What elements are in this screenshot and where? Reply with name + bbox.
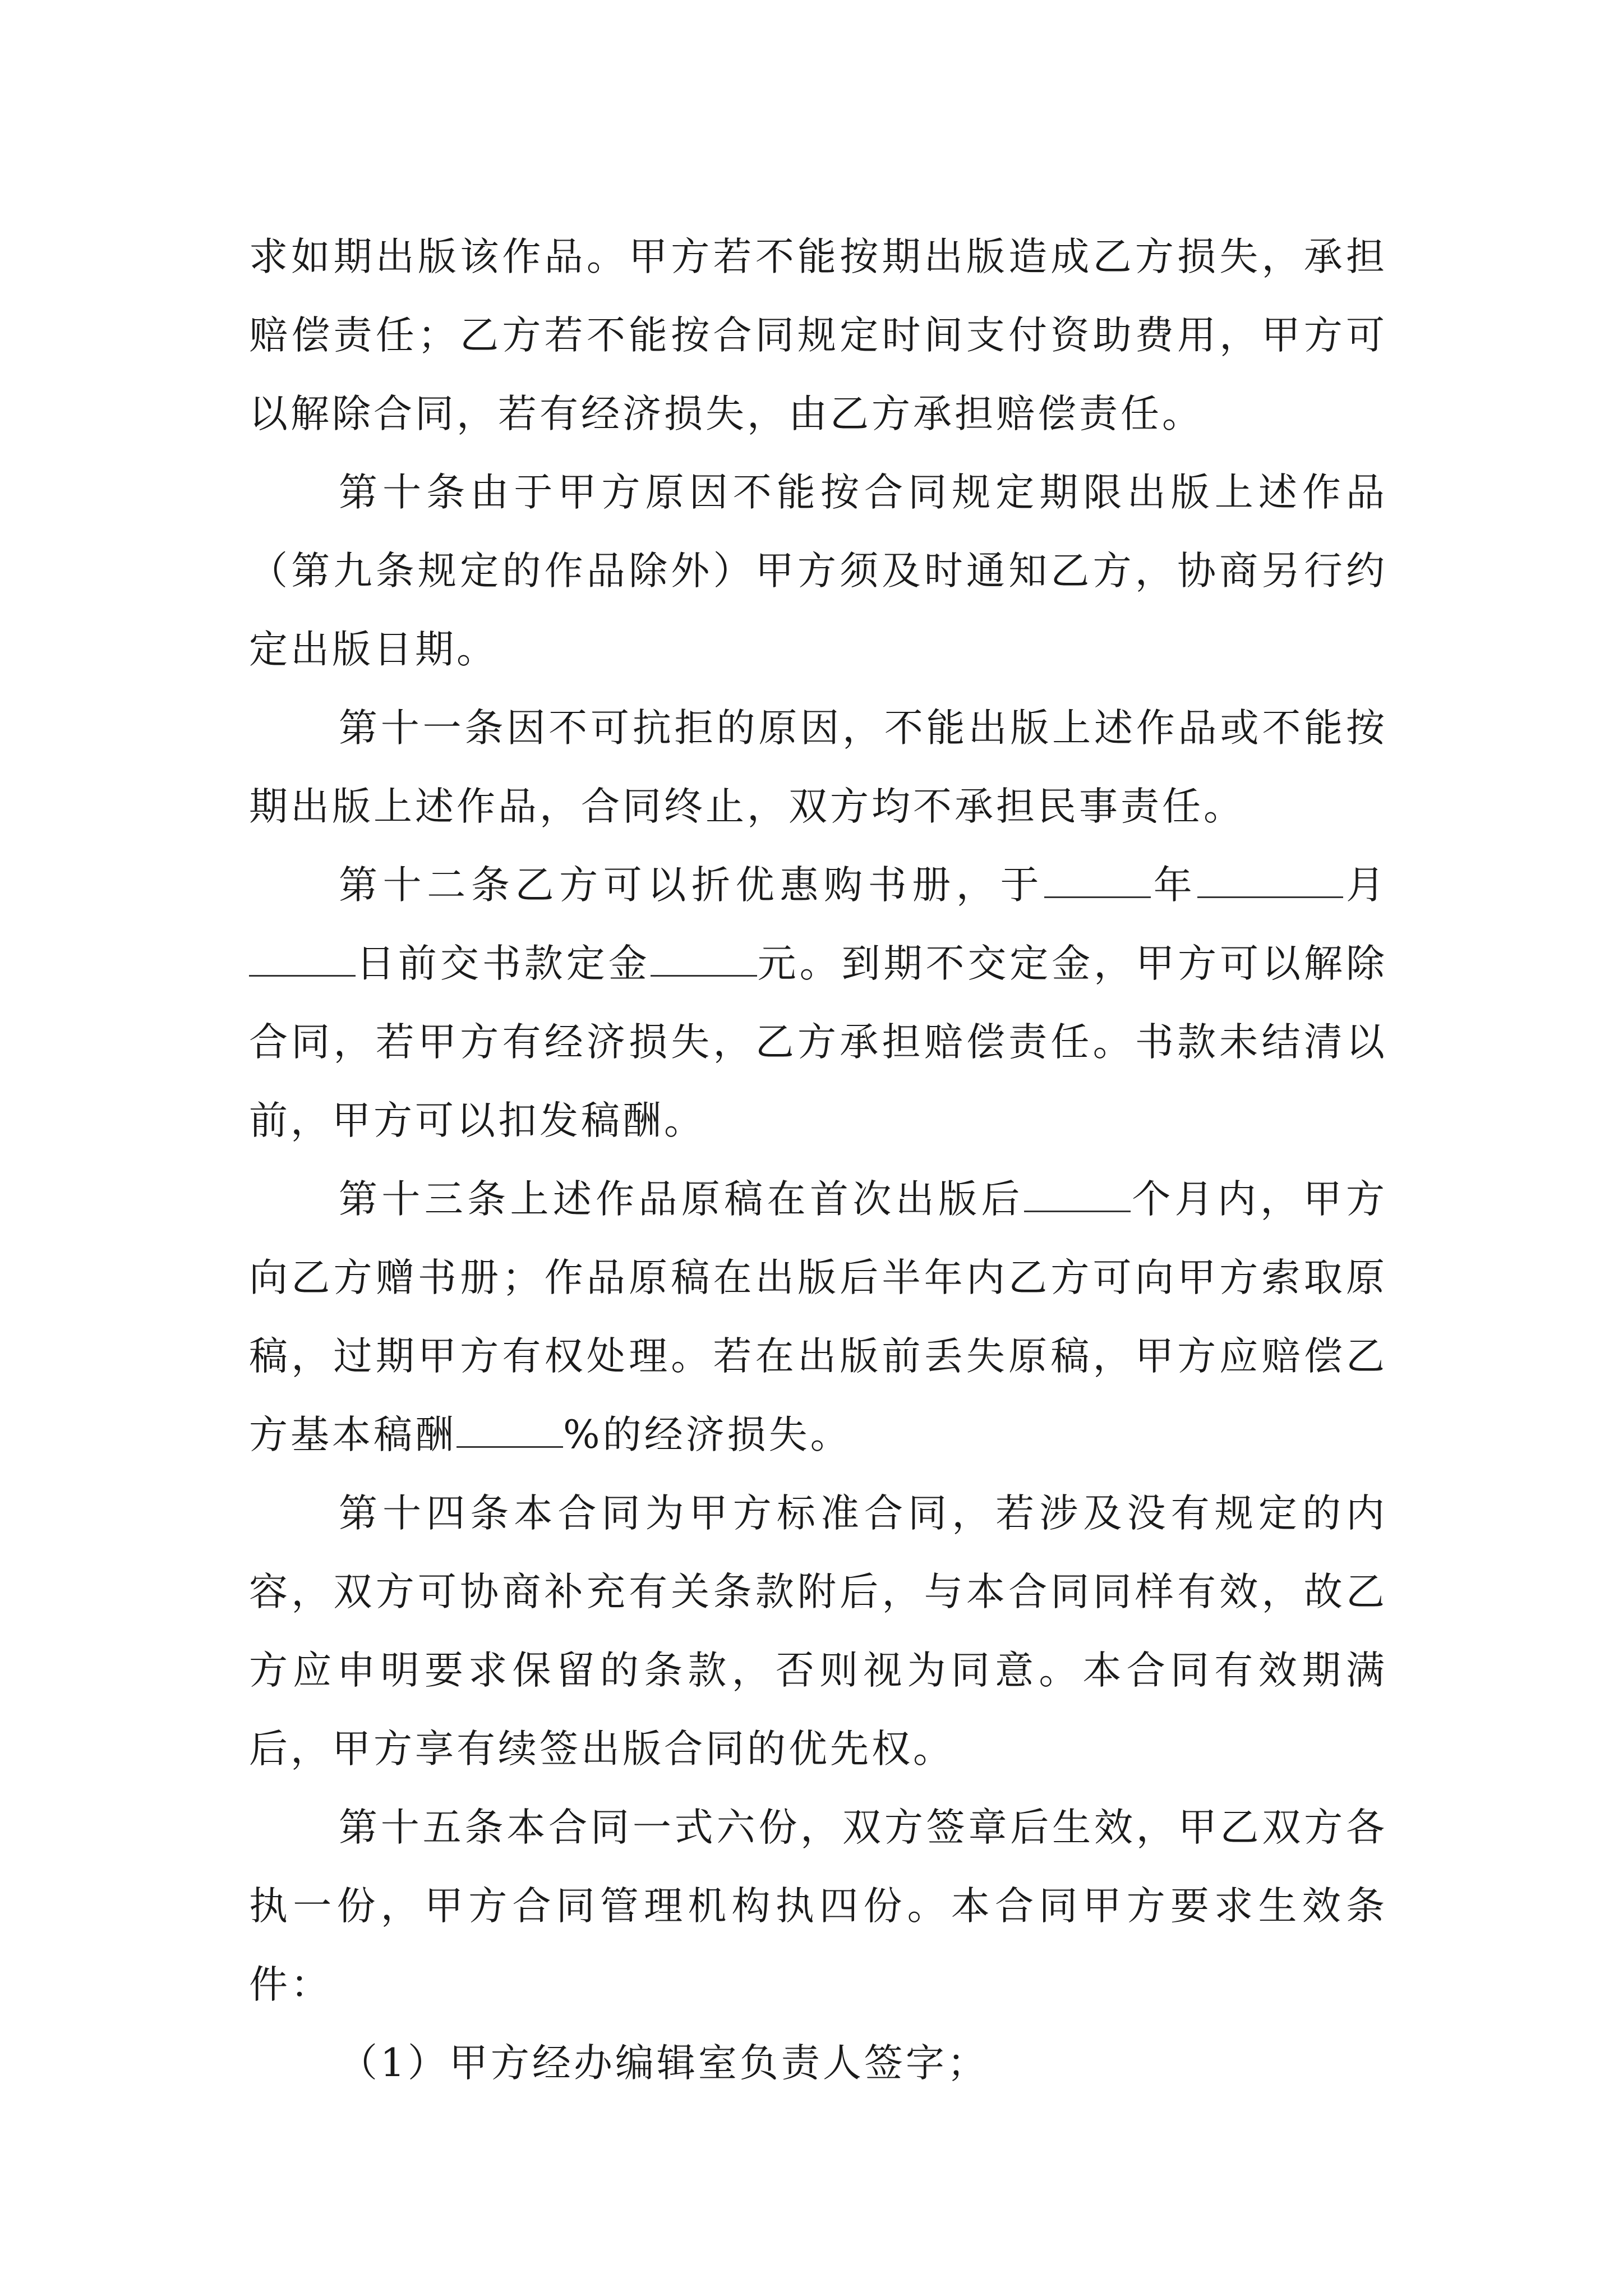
blank-year xyxy=(1044,864,1151,898)
article-12-text-3: 月 xyxy=(1343,863,1388,908)
article-13-text-3: %的经济损失。 xyxy=(563,1412,852,1457)
article-12-text-4: 日前交书款定金 xyxy=(356,941,651,986)
article-13-text-1: 第十三条上述作品原稿在首次出版后 xyxy=(339,1177,1024,1222)
article-12-text-1: 第十二条乙方可以折优惠购书册，于 xyxy=(339,863,1045,908)
paragraph-article-10: 第十条由于甲方原因不能按合同规定期限出版上述作品（第九条规定的作品除外）甲方须及时通知乙方，协商另行约定出版日期。 xyxy=(249,470,1387,672)
paragraph-article-12 xyxy=(249,846,1387,1160)
paragraph-item-1: （1）甲方经办编辑室负责人签字； xyxy=(339,2041,989,2086)
blank-months xyxy=(1024,1178,1131,1212)
blank-percent xyxy=(457,1414,563,1448)
paragraph-continuation: 求如期出版该作品。甲方若不能按期出版造成乙方损失，承担赔偿责任；乙方若不能按合同规定时间支付资助费用，甲方可以解除合同，若有经济损失，由乙方承担赔偿责任。 xyxy=(249,234,1387,436)
blank-day xyxy=(249,942,356,977)
blank-month-prefix xyxy=(1197,864,1343,898)
paragraph-article-11: 第十一条因不可抗拒的原因，不能出版上述作品或不能按期出版上述作品，合同终止，双方均不承担民事责任。 xyxy=(249,706,1387,829)
paragraph-article-15: 第十五条本合同一式六份，双方签章后生效，甲乙双方各执一份，甲方合同管理机构执四份。本合同甲方要求生效条件： xyxy=(249,1805,1387,2007)
article-12-text-5: 元。到期不交定金，甲方可以解除合同，若甲方有经济损失，乙方承担赔偿责任。书款未结清以前，甲方可以扣发稿酬。 xyxy=(249,941,1388,1143)
article-12-text-2: 年 xyxy=(1151,863,1198,908)
contract-body xyxy=(249,218,1387,2102)
paragraph-article-13 xyxy=(249,1160,1387,1474)
blank-deposit-amount xyxy=(651,942,757,977)
article-13-text-2: 个月内，甲方向乙方赠书册；作品原稿在出版后半年内乙方可向甲方索取原稿，过期甲方有权处理。若在出版前丢失原稿，甲方应赔偿乙方基本稿酬 xyxy=(249,1177,1388,1457)
paragraph-article-14: 第十四条本合同为甲方标准合同，若涉及没有规定的内容，双方可协商补充有关条款附后，与本合同同样有效，故乙方应申明要求保留的条款，否则视为同意。本合同有效期满后，甲方享有续签出版合同的优先权。 xyxy=(249,1491,1387,1772)
